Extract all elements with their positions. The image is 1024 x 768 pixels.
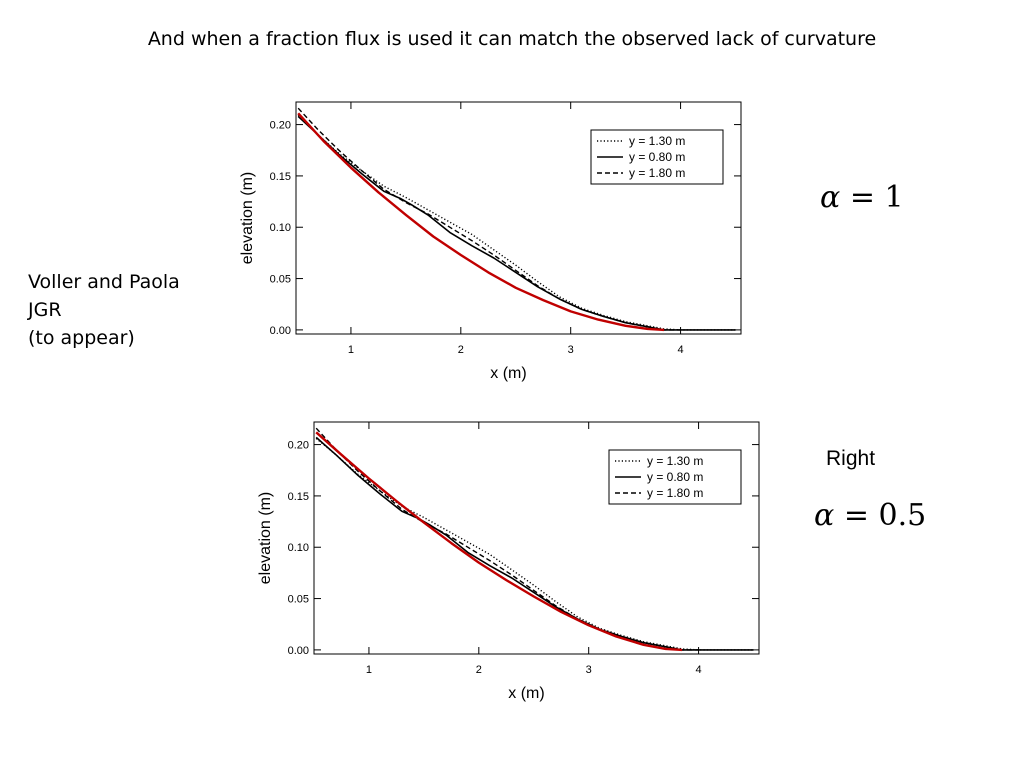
chart-alpha-0-5 [250, 412, 770, 706]
alpha-value: 1 [884, 180, 904, 215]
x-tick-label: 2 [457, 344, 464, 356]
chart-alpha-1 [232, 92, 752, 386]
x-tick-label: 1 [365, 664, 373, 676]
x-axis-label: x (m) [508, 685, 545, 702]
equation-alpha-0-5 [814, 498, 926, 533]
legend-label: y = 1.30 m [629, 134, 686, 148]
x-axis-label: x (m) [490, 365, 527, 382]
alpha-value: 0.5 [878, 498, 927, 533]
legend-label: y = 1.80 m [647, 486, 704, 500]
legend-label: y = 1.80 m [629, 166, 686, 180]
chart-svg [232, 92, 752, 382]
equals-sign: = [849, 180, 875, 215]
y-tick-label: 0.05 [269, 273, 291, 286]
legend-label: y = 1.30 m [647, 454, 704, 468]
x-tick-label: 4 [695, 664, 702, 676]
y-axis-label: elevation (m) [239, 171, 256, 265]
chart-svg [250, 412, 770, 702]
citation [28, 268, 180, 352]
x-tick-label: 3 [567, 344, 574, 356]
y-tick-label: 0.00 [287, 644, 309, 657]
y-tick-label: 0.10 [269, 222, 291, 235]
right-label: Right [826, 447, 876, 470]
y-axis-label: elevation (m) [257, 491, 274, 585]
alpha-symbol: α [820, 180, 841, 215]
y-tick-label: 0.20 [269, 119, 291, 132]
legend-label: y = 0.80 m [647, 470, 704, 484]
y-tick-label: 0.15 [269, 170, 291, 183]
citation-journal: JGR [28, 299, 62, 321]
y-tick-label: 0.10 [287, 542, 309, 555]
legend-label: y = 0.80 m [629, 150, 686, 164]
y-tick-label: 0.15 [287, 490, 309, 503]
y-tick-label: 0.20 [287, 439, 309, 452]
y-tick-label: 0.05 [287, 593, 309, 606]
equals-sign: = [843, 498, 869, 533]
x-tick-label: 1 [347, 344, 355, 356]
x-tick-label: 3 [585, 664, 592, 676]
x-tick-label: 2 [475, 664, 482, 676]
slide-title: And when a fraction flux is used it can match the observed lack of curvature [147, 28, 877, 50]
citation-status: (to appear) [28, 327, 135, 349]
alpha-symbol: α [814, 498, 835, 533]
citation-authors: Voller and Paola [28, 271, 180, 293]
equation-alpha-1 [820, 180, 904, 215]
x-tick-label: 4 [677, 344, 684, 356]
y-tick-label: 0.00 [269, 324, 291, 337]
